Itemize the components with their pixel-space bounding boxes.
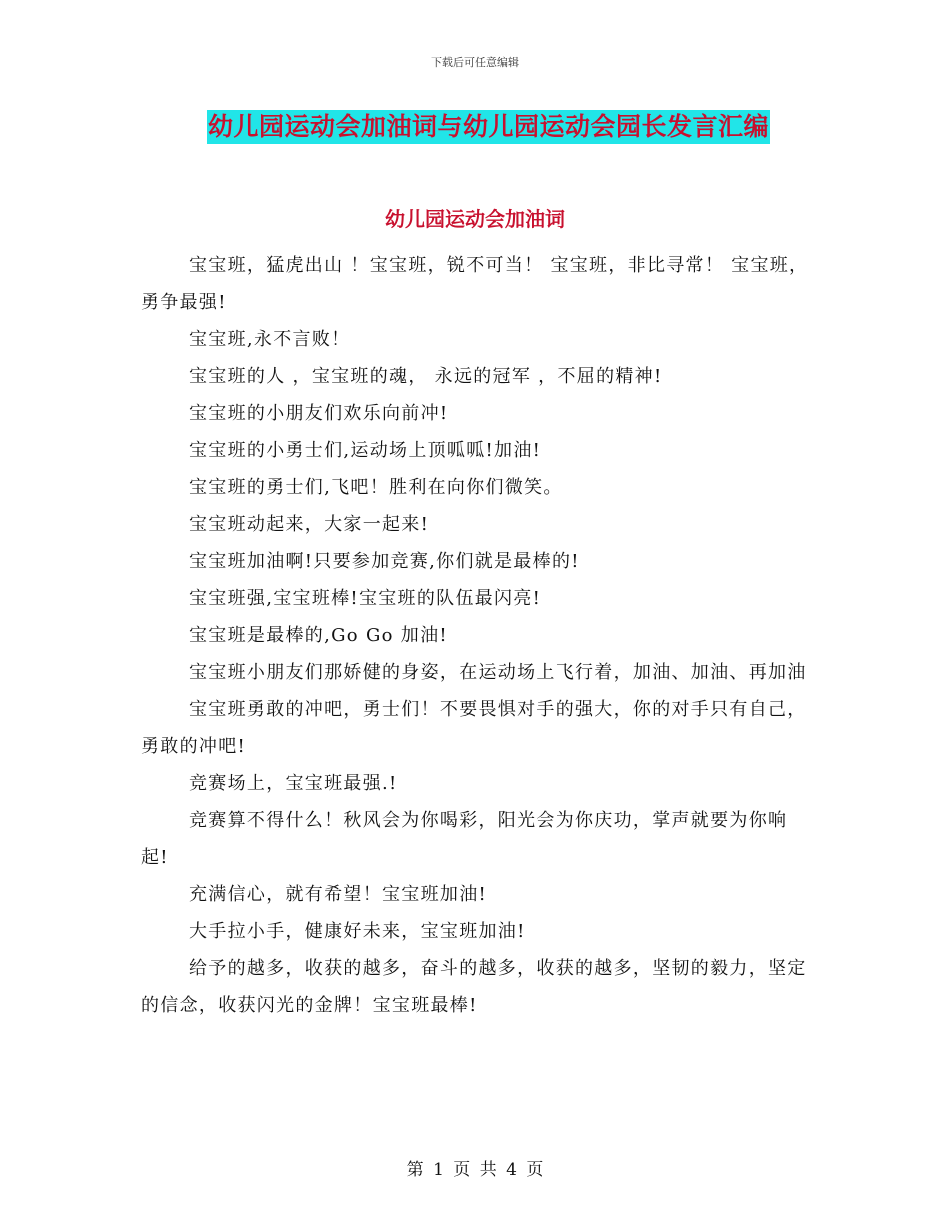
paragraph: 大手拉小手，健康好未来，宝宝班加油! bbox=[189, 921, 526, 942]
paragraph: 宝宝班加油啊!只要参加竞赛,你们就是最棒的! bbox=[189, 551, 580, 572]
paragraph: 宝宝班动起来，大家一起来! bbox=[189, 514, 430, 535]
paragraph: 充满信心，就有希望！宝宝班加油! bbox=[189, 884, 488, 905]
document-body bbox=[141, 247, 809, 1024]
paragraph: 竞赛算不得什么！秋风会为你喝彩，阳光会为你庆功，掌声就要为你响起! bbox=[141, 810, 788, 868]
paragraph: 宝宝班勇敢的冲吧，勇士们！不要畏惧对手的强大，你的对手只有自己，勇敢的冲吧! bbox=[141, 699, 807, 757]
paragraph: 宝宝班的勇士们,飞吧！胜利在向你们微笑。 bbox=[189, 477, 563, 498]
paragraph: 宝宝班的人 ，宝宝班的魂， 永远的冠军 ，不屈的精神! bbox=[189, 366, 663, 387]
page-header-note: 下载后可任意编辑 bbox=[431, 56, 519, 69]
document-title-container bbox=[207, 110, 770, 144]
paragraph: 宝宝班的小朋友们欢乐向前冲! bbox=[189, 403, 449, 424]
paragraph: 宝宝班小朋友们那娇健的身姿，在运动场上飞行着，加油、加油、再加油 bbox=[189, 662, 807, 683]
paragraph: 竞赛场上，宝宝班最强.! bbox=[189, 773, 398, 794]
document-title: 幼儿园运动会加油词与幼儿园运动会园长发言汇编 bbox=[207, 110, 770, 144]
paragraph: 宝宝班的小勇士们,运动场上顶呱呱!加油! bbox=[189, 440, 542, 461]
page-number-footer: 第 1 页 共 4 页 bbox=[406, 1160, 544, 1180]
paragraph: 给予的越多，收获的越多，奋斗的越多，收获的越多，坚韧的毅力，坚定的信念，收获闪光的金牌！宝宝班最棒! bbox=[141, 958, 807, 1016]
paragraph: 宝宝班是最棒的,Go Go 加油! bbox=[189, 625, 448, 646]
paragraph: 宝宝班强,宝宝班棒!宝宝班的队伍最闪亮! bbox=[189, 588, 542, 609]
paragraph: 宝宝班,永不言败！ bbox=[189, 329, 351, 350]
section-title: 幼儿园运动会加油词 bbox=[385, 207, 565, 231]
paragraph: 宝宝班，猛虎出山 ！宝宝班，锐不可当！ 宝宝班，非比寻常！ 宝宝班，勇争最强! bbox=[141, 255, 809, 313]
